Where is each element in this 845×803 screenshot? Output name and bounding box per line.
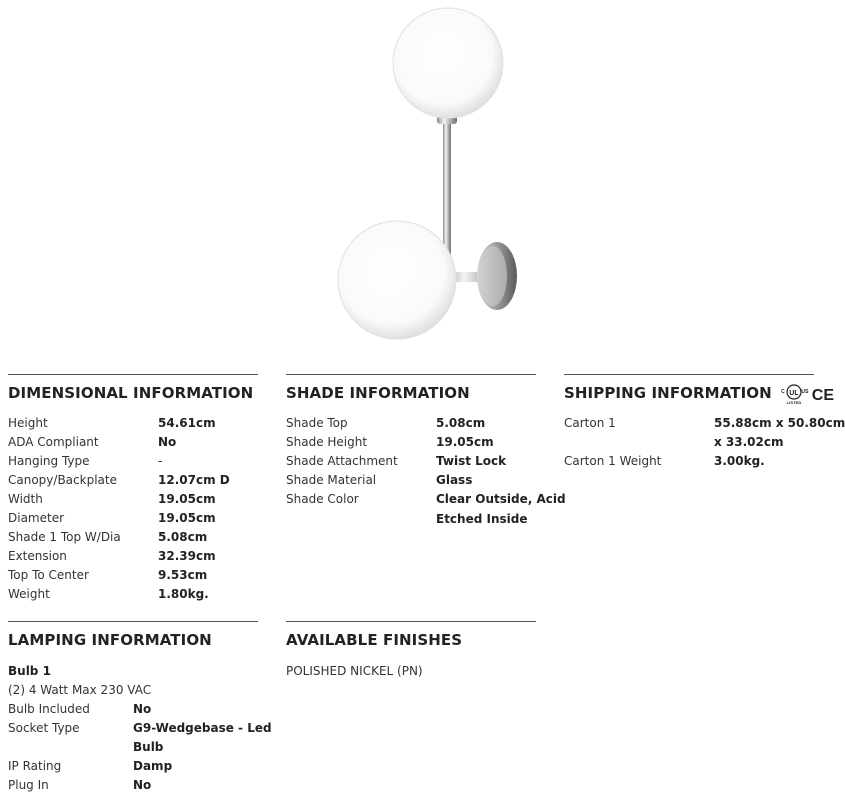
spec-row	[8, 452, 258, 471]
spec-value: Bulb	[133, 740, 164, 754]
spec-row	[8, 566, 258, 585]
spec-value: Clear Outside, Acid	[436, 492, 566, 506]
spec-label: Extension	[8, 549, 67, 563]
spec-label: Canopy/Backplate	[8, 473, 117, 487]
lamping-section	[8, 621, 272, 792]
shipping-title-row	[564, 375, 834, 405]
spec-row	[8, 490, 258, 509]
finish-item: POLISHED NICKEL (PN)	[286, 664, 423, 678]
spec-label: Top To Center	[8, 568, 89, 582]
finishes-list	[286, 662, 536, 681]
spec-label: IP Rating	[8, 759, 62, 773]
spec-label: Socket Type	[8, 721, 80, 735]
spec-label: Carton 1	[564, 416, 616, 430]
finishes-title: AVAILABLE FINISHES	[286, 631, 463, 649]
spec-row	[8, 757, 268, 776]
ce-text: CE	[811, 386, 834, 404]
ul-listed-icon	[780, 383, 808, 405]
product-image	[330, 0, 530, 345]
spec-value: 12.07cm D	[158, 473, 230, 487]
spec-label: Shade 1 Top W/Dia	[8, 530, 121, 544]
spec-label: Weight	[8, 587, 50, 601]
spec-label: Width	[8, 492, 43, 506]
lamping-list	[8, 662, 272, 795]
spec-value: No	[133, 702, 152, 716]
dimensional-title: DIMENSIONAL INFORMATION	[8, 384, 254, 402]
dimensional-list	[8, 414, 258, 604]
spec-label: ADA Compliant	[8, 435, 99, 449]
spec-label: Shade Color	[286, 492, 359, 506]
spec-value: No	[133, 778, 152, 792]
ul-listed-text: LISTED	[786, 399, 802, 405]
spec-label: Shade Height	[286, 435, 368, 449]
ul-us-text: US	[801, 388, 809, 395]
shade-section	[286, 374, 566, 526]
spec-value: Twist Lock	[436, 454, 507, 468]
spec-label: Hanging Type	[8, 454, 90, 468]
shade-list	[286, 414, 566, 530]
spec-row	[286, 414, 556, 433]
spec-value: 19.05cm	[158, 511, 216, 525]
spec-row	[8, 509, 258, 528]
spec-value: 1.80kg.	[158, 587, 209, 601]
spec-value: Etched Inside	[436, 512, 528, 526]
spec-row	[286, 471, 556, 490]
spec-label: Carton 1 Weight	[564, 454, 662, 468]
spec-row	[8, 585, 258, 604]
shipping-title: SHIPPING INFORMATION	[564, 384, 772, 402]
spec-value: -	[158, 454, 163, 468]
spec-label: Bulb Included	[8, 702, 90, 716]
spec-value: 55.88cm x 50.80cm	[714, 416, 845, 430]
spec-value: 9.53cm	[158, 568, 208, 582]
ce-mark-icon	[810, 384, 836, 404]
spec-label: Height	[8, 416, 48, 430]
spec-row	[8, 719, 272, 757]
spec-row	[564, 414, 845, 452]
finishes-section	[286, 621, 536, 678]
spec-label: Shade Top	[286, 416, 348, 430]
ul-text: UL	[789, 389, 799, 397]
bulb-title: Bulb 1	[8, 664, 51, 678]
spec-value: 19.05cm	[436, 435, 494, 449]
spec-value: G9-Wedgebase - Led	[133, 721, 272, 735]
ul-c-text: C	[780, 388, 785, 395]
spec-row	[8, 528, 258, 547]
spec-label: Diameter	[8, 511, 65, 525]
spec-value: 32.39cm	[158, 549, 216, 563]
spec-row	[8, 471, 258, 490]
shipping-list	[564, 414, 845, 471]
spec-row	[286, 433, 556, 452]
spec-row	[8, 414, 258, 433]
shipping-section	[564, 374, 845, 468]
spec-row	[8, 776, 268, 795]
spec-label: Plug In	[8, 778, 49, 792]
spec-value: Glass	[436, 473, 473, 487]
spec-value: 3.00kg.	[714, 454, 765, 468]
spec-value: 19.05cm	[158, 492, 216, 506]
spec-value: x 33.02cm	[714, 435, 784, 449]
spec-row	[8, 700, 268, 719]
lamping-title: LAMPING INFORMATION	[8, 631, 212, 649]
spec-row	[286, 490, 566, 530]
spec-row	[8, 433, 258, 452]
spec-row	[564, 452, 828, 471]
spec-value: 54.61cm	[158, 416, 216, 430]
spec-label: Shade Attachment	[286, 454, 398, 468]
spec-value: Damp	[133, 759, 173, 773]
dimensional-section	[8, 374, 258, 601]
shade-title: SHADE INFORMATION	[286, 384, 470, 402]
spec-label: Shade Material	[286, 473, 377, 487]
spec-row	[286, 452, 556, 471]
spec-value: 5.08cm	[158, 530, 208, 544]
bulb-note: (2) 4 Watt Max 230 VAC	[8, 683, 152, 697]
spec-value: No	[158, 435, 177, 449]
spec-row	[8, 547, 258, 566]
spec-value: 5.08cm	[436, 416, 486, 430]
